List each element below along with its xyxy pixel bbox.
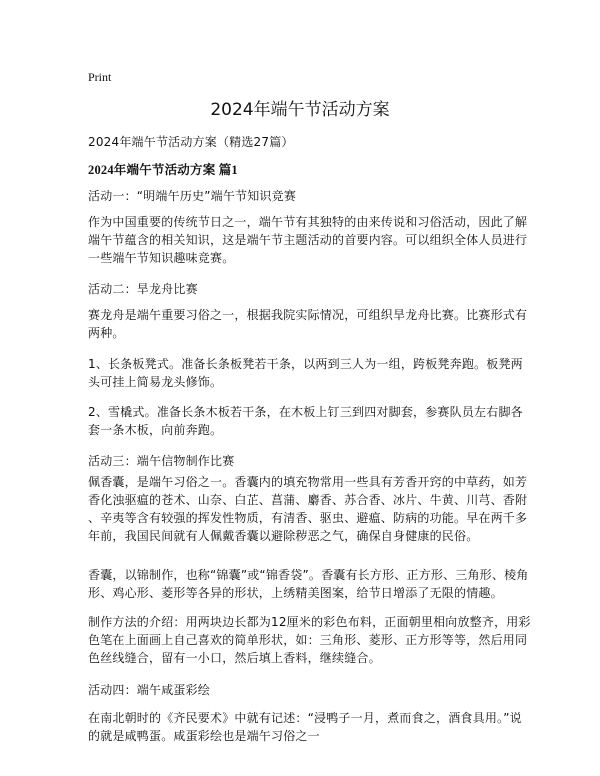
activity-heading: [88, 681, 558, 699]
text-line: 年前，我国民间就有人佩戴香囊以避除秽恶之气，确保自身健康的民俗。: [88, 529, 479, 543]
text-line: 头可挂上简易龙头修饰。: [88, 375, 223, 389]
text-line: 的就是咸鸭蛋。咸蛋彩绘也是端午习俗之一: [88, 729, 320, 743]
paragraph: [88, 213, 558, 267]
text-line: 两种。: [88, 326, 125, 340]
text-line: 香化浊驱瘟的苍术、山奈、白芷、菖蒲、麝香、苏合香、冰片、牛黄、川芎、香附: [88, 493, 528, 507]
activity-heading: [88, 280, 558, 298]
paragraph: [88, 355, 558, 391]
text-line: 形、鸡心形、菱形等各异的形状，上绣精美图案，给节日增添了无限的情趣。: [88, 586, 503, 600]
document-title: 2024年端午节活动方案: [210, 100, 390, 120]
paragraph: [88, 306, 558, 342]
activity-heading: [88, 452, 558, 470]
activity-heading: [88, 187, 558, 205]
text-line: 活动四：端午咸蛋彩绘: [88, 683, 211, 697]
text-line: 活动一：“明端午历史”端午节知识竞赛: [88, 189, 297, 203]
print-link[interactable]: Print: [88, 70, 112, 84]
paragraph: [88, 709, 558, 745]
text-line: 端午节蕴含的相关知识，这是端午节主题活动的首要内容。可以组织全体人员进行: [88, 233, 528, 247]
section-heading: 2024年端午节活动方案 篇1: [88, 163, 238, 177]
text-line: 香囊，以锦制作，也称“锦囊”或“锦香袋”。香囊有长方形、正方形、三角形、棱角: [88, 568, 529, 582]
text-line: 佩香囊，是端午习俗之一。香囊内的填充物常用一些具有芳香开窍的中草药，如芳: [88, 475, 528, 489]
paragraph: [88, 473, 558, 545]
text-line: 2、雪橇式。准备长条木板若干条，在木板上钉三到四对脚套，参赛队员左右脚各: [88, 405, 523, 419]
text-line: 色丝线缝合，留有一小口，然后填上香料，继续缝合。: [88, 651, 381, 665]
paragraph: [88, 566, 558, 602]
text-line: 制作方法的介绍：用两块边长都为12厘米的彩色布料，正面朝里相向放整齐，用彩: [88, 615, 531, 629]
text-line: 套一条木板，向前奔跑。: [88, 423, 223, 437]
text-line: 一些端午节知识趣味竞赛。: [88, 251, 235, 265]
paragraph: [88, 403, 558, 439]
paragraph: [88, 613, 558, 667]
text-line: 色笔在上面画上自己喜欢的简单形状，如：三角形、菱形、正方形等等，然后用同: [88, 633, 528, 647]
text-line: 作为中国重要的传统节日之一，端午节有其独特的由来传说和习俗活动，因此了解: [88, 215, 528, 229]
text-line: 活动三：端午信物制作比赛: [88, 454, 235, 468]
text-line: 1、长条板凳式。准备长条板凳若干条，以两到三人为一组，跨板凳奔跑。板凳两: [88, 357, 523, 371]
text-line: 赛龙舟是端午重要习俗之一，根据我院实际情况，可组织旱龙舟比赛。比赛形式有: [88, 308, 528, 322]
text-line: 活动二：旱龙舟比赛: [88, 282, 198, 296]
text-line: 、辛夷等含有较强的挥发性物质，有清香、驱虫、避瘟、防病的功能。早在两千多: [88, 511, 528, 525]
document-subtitle: 2024年端午节活动方案（精选27篇）: [88, 135, 294, 149]
text-line: 在南北朝时的《齐民要术》中就有记述：“浸鸭子一月，煮而食之，酒食具用。”说: [88, 711, 522, 725]
